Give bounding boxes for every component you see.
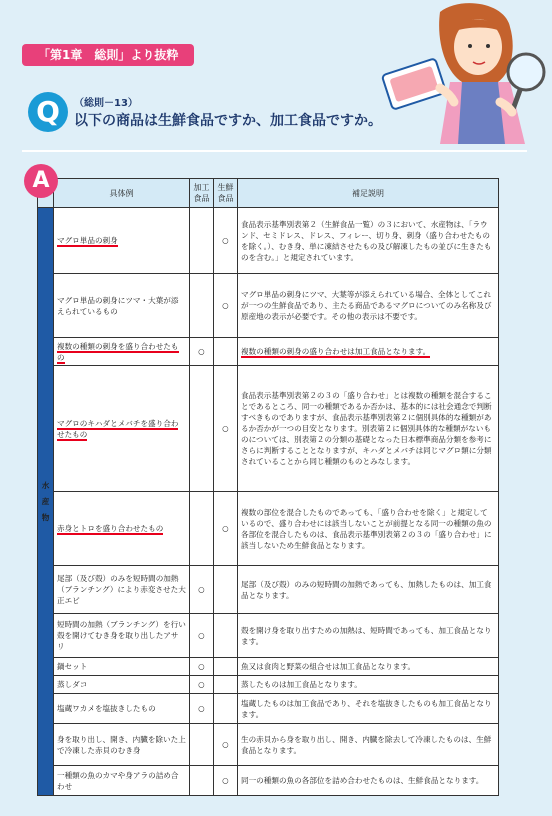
row-fresh: ○ bbox=[214, 766, 238, 796]
header-fresh: 生鮮食品 bbox=[214, 179, 238, 208]
header-processed: 加工食品 bbox=[190, 179, 214, 208]
row-fresh bbox=[214, 676, 238, 694]
table-row bbox=[38, 676, 499, 694]
question-sub: （総則－13） bbox=[74, 98, 138, 109]
row-processed bbox=[190, 492, 214, 566]
row-note: 塩蔵したものは加工食品であり、それを塩抜きしたものも加工食品となります。 bbox=[238, 694, 499, 724]
table-row bbox=[38, 338, 499, 366]
table-row bbox=[38, 694, 499, 724]
header-note: 補足説明 bbox=[238, 179, 499, 208]
row-note: 食品表示基準別表第２の３の「盛り合わせ」とは複数の種類を混合することであるところ、同一の種類であるか否かは、基本的には社会通念で判断すべきものでありますが、食品表示基準別表第２に個別具体的な種類があるか否かが一つの目安となります。別表第２に個別具体的な種類がないものについては、別表第２の分類の基礎となった日本標準商品分類を参考にさらに判断することとなりますが、キハダとメバチは同じマグロ類に分類されていることから同じ種類のものとみなします。 bbox=[238, 366, 499, 492]
row-note: 蒸したものは加工食品となります。 bbox=[238, 676, 499, 694]
table-row bbox=[38, 492, 499, 566]
answer-table bbox=[37, 178, 499, 796]
row-processed bbox=[190, 366, 214, 492]
row-fresh: ○ bbox=[214, 366, 238, 492]
row-note: 食品表示基準別表第２（生鮮食品一覧）の３において、水産物は、「ラウンド、セミドレス、ドレス、フィレー、切り身、刺身（盛り合わせたものを除く。）、むき身、単に凍結させたもの及び解凍したもの並びに生きたものを含む。」と規定されています。 bbox=[238, 208, 499, 274]
row-fresh bbox=[214, 694, 238, 724]
row-processed bbox=[190, 766, 214, 796]
row-processed bbox=[190, 208, 214, 274]
chapter-tab: 「第1章 総則」より抜粋 bbox=[22, 44, 194, 66]
row-note: 複数の部位を混合したものであっても、「盛り合わせを除く」と規定しているので、盛り合わせには該当しないことが前提となる同一の種類の魚の各部位を混合したものは、食品表示基準別表第２の３の「盛り合わせ」に該当しないため生鮮食品となります。 bbox=[238, 492, 499, 566]
row-processed: ○ bbox=[190, 338, 214, 366]
row-fresh: ○ bbox=[214, 274, 238, 338]
row-processed bbox=[190, 274, 214, 338]
table-row bbox=[38, 766, 499, 796]
row-fresh: ○ bbox=[214, 492, 238, 566]
row-example: マグロ単品の刺身にツマ・大葉が添えられているもの bbox=[54, 274, 190, 338]
row-processed: ○ bbox=[190, 614, 214, 658]
table-row bbox=[38, 274, 499, 338]
row-processed: ○ bbox=[190, 658, 214, 676]
row-note: 同一の種類の魚の各部位を詰め合わせたものは、生鮮食品となります。 bbox=[238, 766, 499, 796]
row-note: 生の赤貝から身を取り出し、開き、内臓を除去して冷凍したものは、生鮮食品となります。 bbox=[238, 724, 499, 766]
row-processed: ○ bbox=[190, 566, 214, 614]
row-example: 尾部（及び殻）のみを短時間の加熱（ブランチング）により赤変させた大正エビ bbox=[54, 566, 190, 614]
woman-with-magnifier-illustration bbox=[380, 2, 550, 144]
row-note: 魚又は食肉と野菜の組合せは加工食品となります。 bbox=[238, 658, 499, 676]
table-row bbox=[38, 658, 499, 676]
table-row bbox=[38, 208, 499, 274]
question-block bbox=[22, 86, 392, 148]
row-example: 一種類の魚のカマや身アラの詰め合わせ bbox=[54, 766, 190, 796]
row-fresh bbox=[214, 338, 238, 366]
row-fresh bbox=[214, 566, 238, 614]
row-example: 赤身とトロを盛り合わせたもの bbox=[54, 492, 190, 566]
row-example: 蒸しダコ bbox=[54, 676, 190, 694]
table-row bbox=[38, 566, 499, 614]
row-example: 複数の種類の刺身を盛り合わせたもの bbox=[54, 338, 190, 366]
row-note: 複数の種類の刺身の盛り合わせは加工食品となります。 bbox=[238, 338, 499, 366]
table-row bbox=[38, 724, 499, 766]
row-note: 尾部（及び殻）のみの短時間の加熱であっても、加熱したものは、加工食品となります。 bbox=[238, 566, 499, 614]
row-fresh: ○ bbox=[214, 208, 238, 274]
row-example: 鍋セット bbox=[54, 658, 190, 676]
row-note: マグロ単品の刺身にツマ、大葉等が添えられている場合、全体としてこれが一つの生鮮食品であり、主たる商品であるマグロについてのみ名称及び原産地の表示が必要です。その他の表示は不要です。 bbox=[238, 274, 499, 338]
a-badge: A bbox=[24, 164, 58, 198]
row-fresh: ○ bbox=[214, 724, 238, 766]
question-title: 以下の商品は生鮮食品ですか、加工食品ですか。 bbox=[74, 113, 382, 129]
divider bbox=[22, 150, 527, 152]
row-fresh bbox=[214, 614, 238, 658]
row-example: 身を取り出し、開き、内臓を除いた上で冷凍した赤貝のむき身 bbox=[54, 724, 190, 766]
row-processed bbox=[190, 724, 214, 766]
row-processed: ○ bbox=[190, 694, 214, 724]
row-fresh bbox=[214, 658, 238, 676]
row-example: 短時間の加熱（ブランチング）を行い殻を開けてむき身を取り出したアサリ bbox=[54, 614, 190, 658]
row-processed: ○ bbox=[190, 676, 214, 694]
q-badge: Q bbox=[28, 92, 68, 132]
row-example: マグロのキハダとメバチを盛り合わせたもの bbox=[54, 366, 190, 492]
header-example: 具体例 bbox=[54, 179, 190, 208]
side-label-seafood: 水 産 物 bbox=[38, 208, 54, 796]
row-example: マグロ単品の刺身 bbox=[54, 208, 190, 274]
table-row bbox=[38, 614, 499, 658]
row-example: 塩蔵ワカメを塩抜きしたもの bbox=[54, 694, 190, 724]
row-note: 殻を開け身を取り出すための加熱は、短時間であっても、加工食品となります。 bbox=[238, 614, 499, 658]
header-row bbox=[38, 179, 499, 208]
table-row bbox=[38, 366, 499, 492]
